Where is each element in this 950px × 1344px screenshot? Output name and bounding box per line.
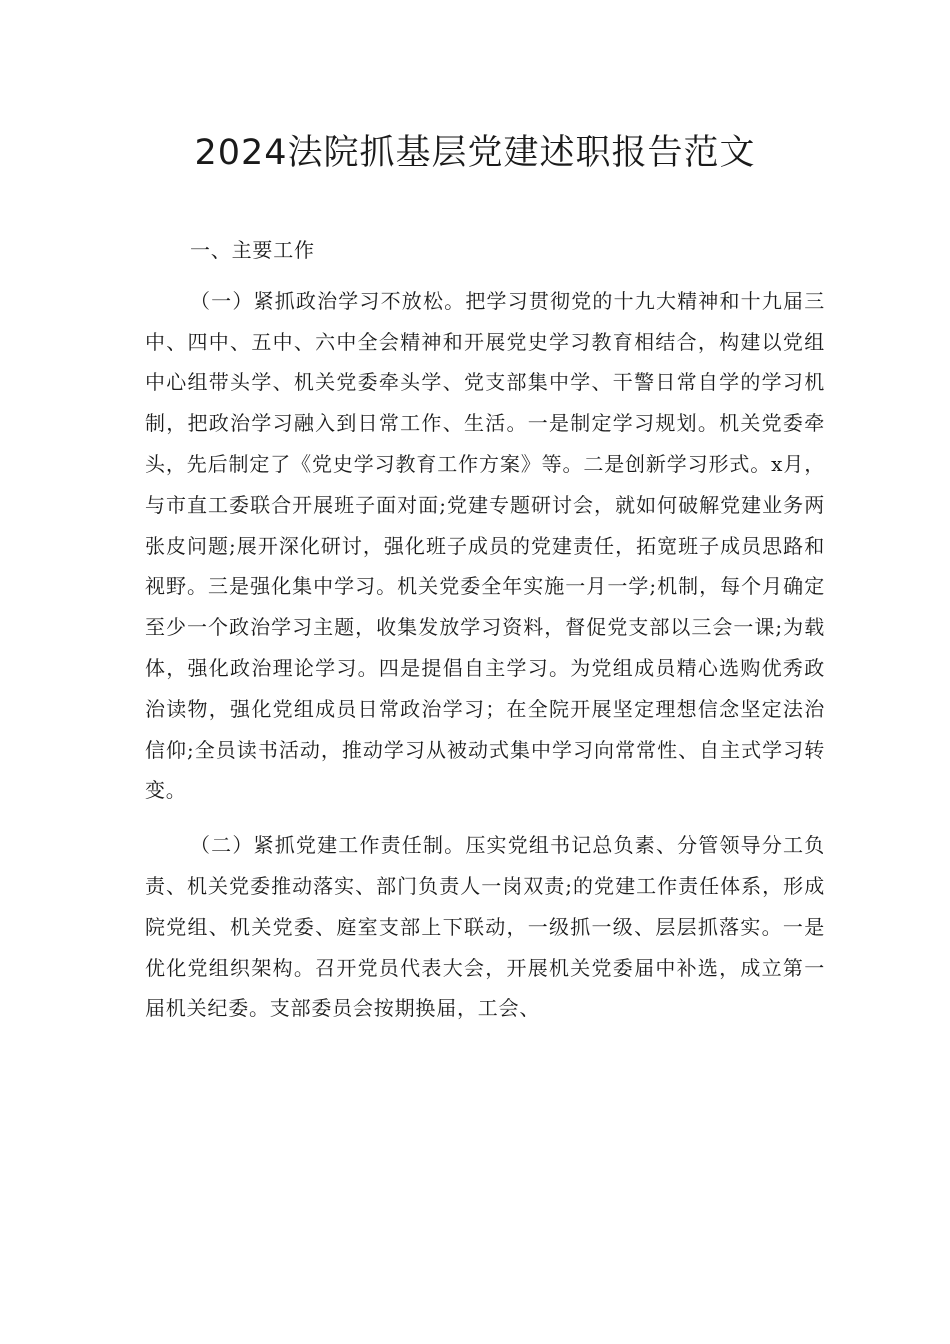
document-title: 2024法院抓基层党建述职报告范文: [194, 133, 756, 173]
paragraph-party-responsibility: （二）紧抓党建工作责任制。压实党组书记总负素、分管领导分工负责、机关党委推动落实、部门负责人一岗双责;的党建工作责任体系，形成院党组、机关党委、庭室支部上下联动，一级抓一级、层层抓落实。一是优化党组织架构。召开党员代表大会，开展机关党委届中补选，成立第一届机关纪委。支部委员会按期换届，工会、: [145, 833, 825, 1021]
document-body: [145, 230, 825, 1029]
paragraph-political-study: （一）紧抓政治学习不放松。把学习贯彻党的十九大精神和十九届三中、四中、五中、六中全会精神和开展党史学习教育相结合，构建以党组中心组带头学、机关党委牵头学、党支部集中学、干警日常自学的学习机制，把政治学习融入到日常工作、生活。一是制定学习规划。机关党委牵头，先后制定了《党史学习教育工作方案》等。二是创新学习形式。x月，与市直工委联合开展班子面对面;党建专题研讨会，就如何破解党建业务两张皮问题;展开深化研讨，强化班子成员的党建责任，拓宽班子成员思路和视野。三是强化集中学习。机关党委全年实施一月一学;机制，每个月确定至少一个政治学习主题，收集发放学习资料，督促党支部以三会一课;为载体，强化政治理论学习。四是提倡自主学习。为党组成员精心选购优秀政治读物，强化党组成员日常政治学习；在全院开展坚定理想信念坚定法治信仰;全员读书活动，推动学习从被动式集中学习向常常性、自主式学习转变。: [145, 288, 825, 803]
section-heading: 一、主要工作: [190, 238, 315, 262]
